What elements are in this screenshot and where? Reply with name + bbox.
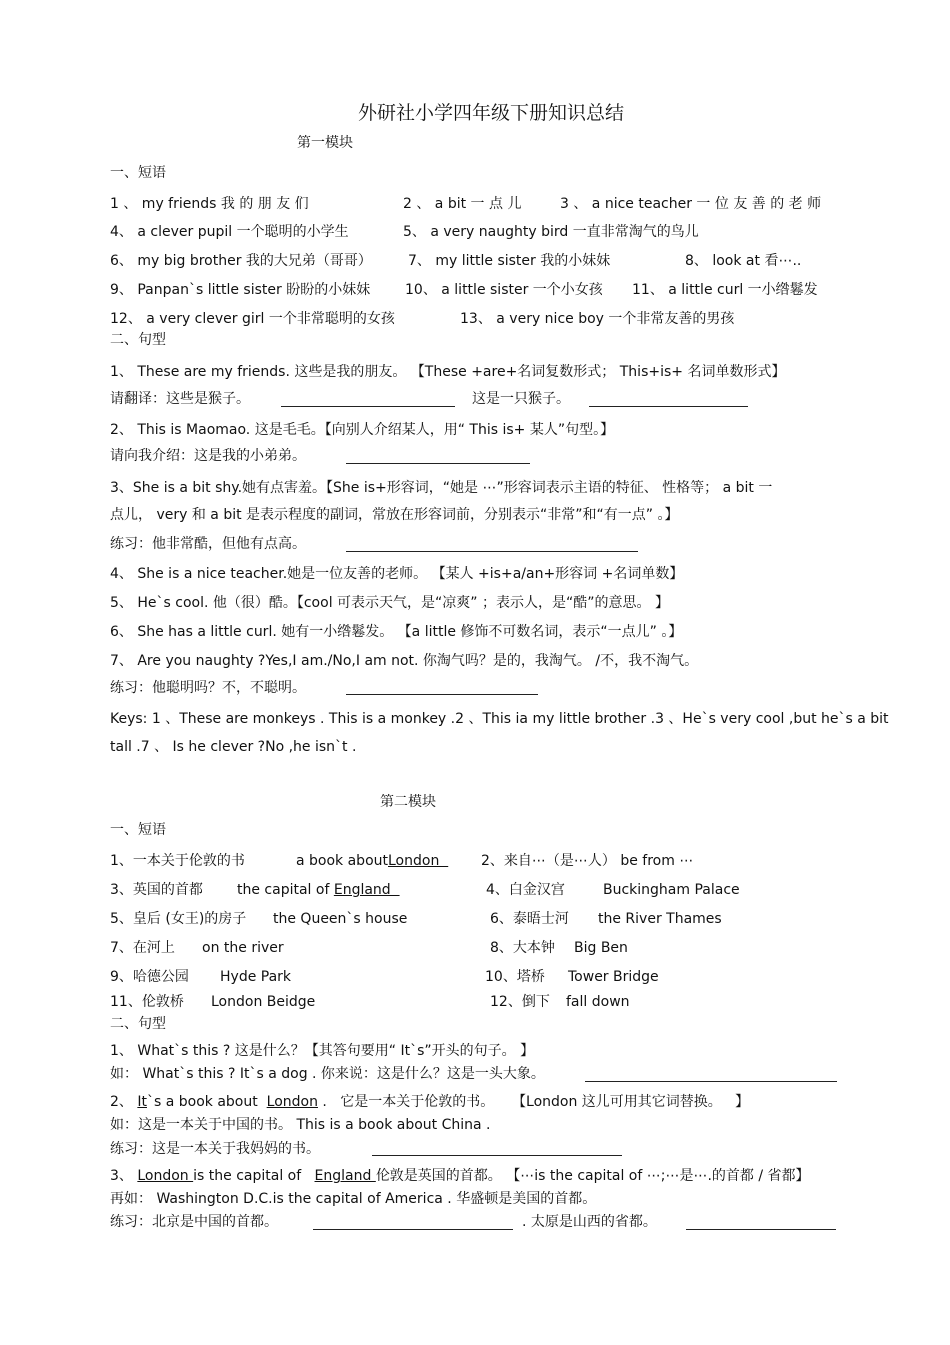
m2-phrase-11-cn: 11、伦敦桥: [110, 994, 184, 1010]
m2-s3-exercise-b: . 太原是山西的省都。: [522, 1214, 657, 1230]
answer-blank[interactable]: [585, 1081, 837, 1082]
m2-phrase-10-cn: 10、塔桥: [485, 969, 545, 985]
module2-phrases-heading: 一、短语: [110, 822, 166, 838]
module1-heading: 第一模块: [297, 135, 353, 151]
m1-phrase-4: 4、 a clever pupil 一个聪明的小学生: [110, 224, 349, 240]
m2-phrase-1-en: [296, 852, 448, 870]
answer-blank[interactable]: [346, 694, 538, 695]
m2-phrase-8-en: Big Ben: [574, 940, 628, 956]
m2-phrase-9-cn: 9、哈德公园: [110, 969, 189, 985]
answer-blank[interactable]: [372, 1155, 622, 1156]
m2-sentence-1: 1、 What`s this ? 这是什么？【其答句要用“ It`s”开头的句子。 】: [110, 1043, 535, 1059]
m2-s3-london: London: [137, 1168, 194, 1184]
module1-phrases-heading: 一、短语: [110, 165, 166, 181]
m2-phrase-5-cn: 5、皇后 (女王)的房子: [110, 911, 247, 927]
m2-s2-exercise: 练习：这是一本关于我妈妈的书。: [110, 1141, 320, 1157]
module1-sentences-heading: 二、句型: [110, 332, 166, 348]
m1-phrase-2: 2 、 a bit 一 点 儿: [403, 196, 522, 212]
m2-phrase-12-en: fall down: [566, 994, 630, 1010]
answer-blank[interactable]: [686, 1229, 836, 1230]
m2-s2-example: 如：这是一本关于中国的书。 This is a book about China .: [110, 1117, 491, 1133]
m2-phrase-3-en-text: the capital of: [237, 882, 334, 898]
m1-phrase-10: 10、 a little sister 一个小女孩: [405, 282, 603, 298]
m1-phrase-5: 5、 a very naughty bird 一直非常淘气的鸟儿: [403, 224, 699, 240]
m1-keys-line1: Keys: 1 、These are monkeys . This is a monkey .2 、This ia my little brother .3 、He`s very cool ,but he`s a bit: [110, 711, 889, 727]
m1-sentence-3-line2: 点儿， very 和 a bit 是表示程度的副词，常放在形容词前，分别表示“非常”和“有一点” 。】: [110, 507, 679, 523]
m2-phrase-10-en: Tower Bridge: [568, 969, 659, 985]
m2-s2-london: London: [266, 1094, 318, 1110]
m2-s3-note: 伦敦是英国的首都。 【⋯is the capital of ⋯;⋯是⋯.的首都 / 省都】: [375, 1168, 810, 1184]
m1-phrase-11: 11、 a little curl 一小绺鬈发: [632, 282, 818, 298]
m2-s3-exercise-a: 练习：北京是中国的首都。: [110, 1214, 278, 1230]
module2-heading: 第二模块: [380, 794, 436, 810]
m2-s3-england: England: [314, 1168, 376, 1184]
m2-phrase-3-en-underlined: England: [333, 882, 400, 898]
m1-sentence-1: 1、 These are my friends. 这些是我的朋友。 【These +are+名词复数形式； This+is+ 名词单数形式】: [110, 364, 786, 380]
page-title: 外研社小学四年级下册知识总结: [358, 102, 625, 124]
m2-s3-number: 3、: [110, 1168, 138, 1184]
answer-blank[interactable]: [346, 463, 530, 464]
m1-s1-exercise-b: 这是一只猴子。: [472, 391, 570, 407]
m1-sentence-3-line1: 3、She is a bit shy.她有点害羞。【She is+形容词，“她是 ⋯”形容词表示主语的特征、 性格等； a bit 一: [110, 480, 773, 496]
m2-phrase-8-cn: 8、大本钟: [490, 940, 555, 956]
m2-phrase-1-en-text: a book about: [296, 853, 388, 869]
m1-keys-line2: tall .7 、 Is he clever ?No ,he isn`t .: [110, 739, 357, 755]
m1-sentence-7: 7、 Are you naughty ?Yes,I am./No,I am not. 你淘气吗？是的，我淘气。 /不，我不淘气。: [110, 653, 699, 669]
m2-phrase-7-en: on the river: [202, 940, 284, 956]
answer-blank[interactable]: [346, 551, 638, 552]
m2-sentence-2: [110, 1093, 749, 1111]
m2-s2-it: It: [137, 1094, 147, 1110]
m1-s7-exercise: 练习：他聪明吗？不，不聪明。: [110, 680, 306, 696]
m1-sentence-2: 2、 This is Maomao. 这是毛毛。【向别人介绍某人，用“ This is+ 某人”句型。】: [110, 422, 615, 438]
m2-phrase-7-cn: 7、在河上: [110, 940, 175, 956]
m2-phrase-2: 2、来自⋯（是⋯人） be from ⋯: [481, 853, 694, 869]
m2-sentence-3: [110, 1167, 810, 1185]
m2-s2-number: 2、: [110, 1094, 138, 1110]
m1-phrase-9: 9、 Panpan`s little sister 盼盼的小妹妹: [110, 282, 371, 298]
m1-phrase-12: 12、 a very clever girl 一个非常聪明的女孩: [110, 311, 395, 327]
m2-phrase-9-en: Hyde Park: [220, 969, 292, 985]
m1-s3-exercise: 练习：他非常酷，但他有点高。: [110, 536, 306, 552]
m2-phrase-3-cn: 3、英国的首都: [110, 882, 203, 898]
m2-s2-note: . 它是一本关于伦敦的书。 【London 这儿可用其它词替换。 】: [317, 1094, 750, 1110]
m1-phrase-13: 13、 a very nice boy 一个非常友善的男孩: [460, 311, 735, 327]
m2-phrase-1-en-underlined: London: [388, 853, 449, 869]
m2-phrase-1-cn: 1、一本关于伦敦的书: [110, 853, 245, 869]
m1-sentence-4: 4、 She is a nice teacher.她是一位友善的老师。 【某人 +is+a/an+形容词 +名词单数】: [110, 566, 684, 582]
m2-phrase-4-en: Buckingham Palace: [603, 882, 740, 898]
m1-sentence-6: 6、 She has a little curl. 她有一小绺鬈发。 【a little 修饰不可数名词，表示“一点儿” 。】: [110, 624, 683, 640]
m1-phrase-7: 7、 my little sister 我的小妹妹: [408, 253, 611, 269]
m2-phrase-12-cn: 12、倒下: [490, 994, 550, 1010]
m1-sentence-5: 5、 He`s cool. 他（很）酷。【cool 可表示天气，是“凉爽” ；表示人，是“酷”的意思。 】: [110, 595, 669, 611]
m1-phrase-1: 1 、 my friends 我 的 朋 友 们: [110, 196, 309, 212]
m2-s1-exercise: 如： What`s this ? It`s a dog . 你来说：这是什么？这是一头大象。: [110, 1066, 545, 1082]
m1-s2-exercise: 请向我介绍：这是我的小弟弟。: [110, 448, 306, 464]
module2-sentences-heading: 二、句型: [110, 1016, 166, 1032]
m2-phrase-6-en: the River Thames: [598, 911, 722, 927]
m1-s1-exercise-a: 请翻译：这些是猴子。: [110, 391, 250, 407]
m2-phrase-11-en: London Beidge: [211, 994, 316, 1010]
m2-s3-example: 再如： Washington D.C.is the capital of America . 华盛顿是美国的首都。: [110, 1191, 597, 1207]
m2-phrase-5-en: the Queen`s house: [273, 911, 408, 927]
answer-blank[interactable]: [281, 406, 455, 407]
m2-phrase-3-en: [237, 881, 400, 899]
m2-s2-text: `s a book about: [146, 1094, 267, 1110]
m2-s3-text: is the capital of: [193, 1168, 315, 1184]
answer-blank[interactable]: [589, 406, 748, 407]
m1-phrase-8: 8、 look at 看⋯..: [685, 253, 802, 269]
m1-phrase-3: 3 、 a nice teacher 一 位 友 善 的 老 师: [560, 196, 822, 212]
m1-phrase-6: 6、 my big brother 我的大兄弟（哥哥）: [110, 253, 372, 269]
m2-phrase-6-cn: 6、泰晤士河: [490, 911, 569, 927]
answer-blank[interactable]: [313, 1229, 513, 1230]
m2-phrase-4-cn: 4、白金汉宫: [486, 882, 565, 898]
